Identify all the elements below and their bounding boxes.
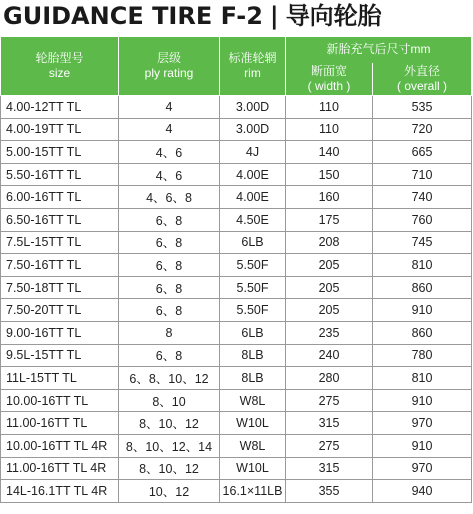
cell-overall: 665 — [373, 141, 472, 164]
cell-size: 7.50-20TT TL — [1, 299, 119, 322]
cell-overall: 860 — [373, 321, 472, 344]
table-row — [1, 480, 472, 503]
cell-width: 110 — [286, 96, 373, 119]
cell-width: 140 — [286, 141, 373, 164]
cell-ply-rating: 6、8 — [119, 208, 220, 231]
cell-rim: 5.50F — [220, 254, 286, 277]
table-header — [1, 37, 472, 96]
cell-size: 4.00-12TT TL — [1, 96, 119, 119]
table-row — [1, 321, 472, 344]
cell-size: 5.00-15TT TL — [1, 141, 119, 164]
cell-width: 205 — [286, 276, 373, 299]
cell-width: 275 — [286, 434, 373, 457]
cell-ply-rating: 4、6、8 — [119, 186, 220, 209]
cell-ply-rating: 6、8 — [119, 231, 220, 254]
cell-rim: W10L — [220, 412, 286, 435]
header-rim — [220, 37, 286, 96]
table-row — [1, 457, 472, 480]
cell-ply-rating: 4、6 — [119, 141, 220, 164]
cell-overall: 970 — [373, 412, 472, 435]
cell-ply-rating: 6、8、10、12 — [119, 367, 220, 390]
cell-overall: 910 — [373, 299, 472, 322]
header-ply-cn: 层级 — [156, 51, 181, 65]
cell-width: 150 — [286, 163, 373, 186]
cell-rim: 8LB — [220, 344, 286, 367]
cell-width: 205 — [286, 254, 373, 277]
cell-rim: 4.00E — [220, 163, 286, 186]
table-row — [1, 163, 472, 186]
cell-width: 110 — [286, 118, 373, 141]
table-row — [1, 118, 472, 141]
cell-size: 10.00-16TT TL 4R — [1, 434, 119, 457]
cell-ply-rating: 4 — [119, 96, 220, 119]
header-size-cn: 轮胎型号 — [35, 51, 84, 65]
header-overall-en: ( overall ) — [396, 78, 447, 93]
cell-rim: 4.00E — [220, 186, 286, 209]
header-dims-group: 新胎充气后尺寸mm — [286, 37, 472, 63]
header-size-en: size — [48, 66, 71, 80]
cell-rim: 5.50F — [220, 299, 286, 322]
cell-rim: 3.00D — [220, 118, 286, 141]
table-row — [1, 186, 472, 209]
cell-width: 240 — [286, 344, 373, 367]
cell-rim: W8L — [220, 434, 286, 457]
cell-overall: 970 — [373, 457, 472, 480]
cell-width: 208 — [286, 231, 373, 254]
cell-ply-rating: 6、8 — [119, 344, 220, 367]
header-ply — [119, 37, 220, 96]
table-row — [1, 231, 472, 254]
cell-width: 315 — [286, 412, 373, 435]
cell-rim: 16.1×11LB — [220, 480, 286, 503]
cell-overall: 760 — [373, 208, 472, 231]
cell-width: 235 — [286, 321, 373, 344]
cell-size: 9.5L-15TT TL — [1, 344, 119, 367]
cell-ply-rating: 6、8 — [119, 254, 220, 277]
cell-ply-rating: 8、10 — [119, 389, 220, 412]
table-row — [1, 434, 472, 457]
header-rim-cn: 标准轮辋 — [228, 51, 277, 65]
cell-ply-rating: 4、6 — [119, 163, 220, 186]
cell-overall: 810 — [373, 254, 472, 277]
cell-width: 315 — [286, 457, 373, 480]
cell-width: 205 — [286, 299, 373, 322]
header-ply-en: ply rating — [144, 66, 194, 80]
table-row — [1, 389, 472, 412]
cell-rim: W10L — [220, 457, 286, 480]
cell-rim: 4J — [220, 141, 286, 164]
cell-width: 175 — [286, 208, 373, 231]
table-row — [1, 412, 472, 435]
cell-size: 10.00-16TT TL — [1, 389, 119, 412]
table-row — [1, 367, 472, 390]
cell-size: 5.50-16TT TL — [1, 163, 119, 186]
header-width — [286, 63, 373, 96]
table-row — [1, 344, 472, 367]
cell-rim: 3.00D — [220, 96, 286, 119]
cell-ply-rating: 8 — [119, 321, 220, 344]
cell-size: 11L-15TT TL — [1, 367, 119, 390]
cell-overall: 740 — [373, 186, 472, 209]
header-width-cn: 断面宽 — [310, 63, 347, 78]
cell-size: 4.00-19TT TL — [1, 118, 119, 141]
table-row — [1, 254, 472, 277]
header-width-en: ( width ) — [307, 78, 351, 93]
cell-width: 280 — [286, 367, 373, 390]
cell-size: 7.5L-15TT TL — [1, 231, 119, 254]
table-body — [1, 96, 472, 503]
title-brand: GUIDANCE TIRE F-2 — [3, 2, 263, 30]
cell-size: 6.00-16TT TL — [1, 186, 119, 209]
cell-rim: 8LB — [220, 367, 286, 390]
cell-size: 11.00-16TT TL 4R — [1, 457, 119, 480]
cell-rim: 6LB — [220, 231, 286, 254]
table-row — [1, 96, 472, 119]
cell-overall: 940 — [373, 480, 472, 503]
title-chinese: 导向轮胎 — [285, 2, 382, 30]
cell-overall: 780 — [373, 344, 472, 367]
cell-ply-rating: 4 — [119, 118, 220, 141]
header-overall-cn: 外直径 — [403, 63, 440, 78]
page-title — [3, 0, 382, 32]
cell-overall: 535 — [373, 96, 472, 119]
spec-table — [0, 36, 472, 503]
cell-size: 14L-16.1TT TL 4R — [1, 480, 119, 503]
cell-ply-rating: 8、10、12 — [119, 412, 220, 435]
cell-size: 9.00-16TT TL — [1, 321, 119, 344]
header-rim-en: rim — [244, 66, 261, 80]
title-separator: | — [269, 2, 279, 30]
cell-overall: 910 — [373, 434, 472, 457]
table-row — [1, 208, 472, 231]
cell-overall: 720 — [373, 118, 472, 141]
cell-width: 355 — [286, 480, 373, 503]
cell-ply-rating: 8、10、12 — [119, 457, 220, 480]
header-size — [1, 37, 119, 96]
header-overall — [373, 63, 472, 96]
cell-size: 7.50-18TT TL — [1, 276, 119, 299]
cell-rim: 6LB — [220, 321, 286, 344]
cell-ply-rating: 8、10、12、14 — [119, 434, 220, 457]
cell-overall: 910 — [373, 389, 472, 412]
cell-rim: 5.50F — [220, 276, 286, 299]
cell-overall: 745 — [373, 231, 472, 254]
table-row — [1, 141, 472, 164]
cell-overall: 710 — [373, 163, 472, 186]
cell-size: 7.50-16TT TL — [1, 254, 119, 277]
cell-ply-rating: 6、8 — [119, 276, 220, 299]
cell-ply-rating: 10、12 — [119, 480, 220, 503]
cell-size: 6.50-16TT TL — [1, 208, 119, 231]
cell-width: 275 — [286, 389, 373, 412]
cell-overall: 810 — [373, 367, 472, 390]
cell-width: 160 — [286, 186, 373, 209]
cell-ply-rating: 6、8 — [119, 299, 220, 322]
cell-rim: 4.50E — [220, 208, 286, 231]
cell-overall: 860 — [373, 276, 472, 299]
cell-rim: W8L — [220, 389, 286, 412]
cell-size: 11.00-16TT TL — [1, 412, 119, 435]
table-row — [1, 299, 472, 322]
table-row — [1, 276, 472, 299]
